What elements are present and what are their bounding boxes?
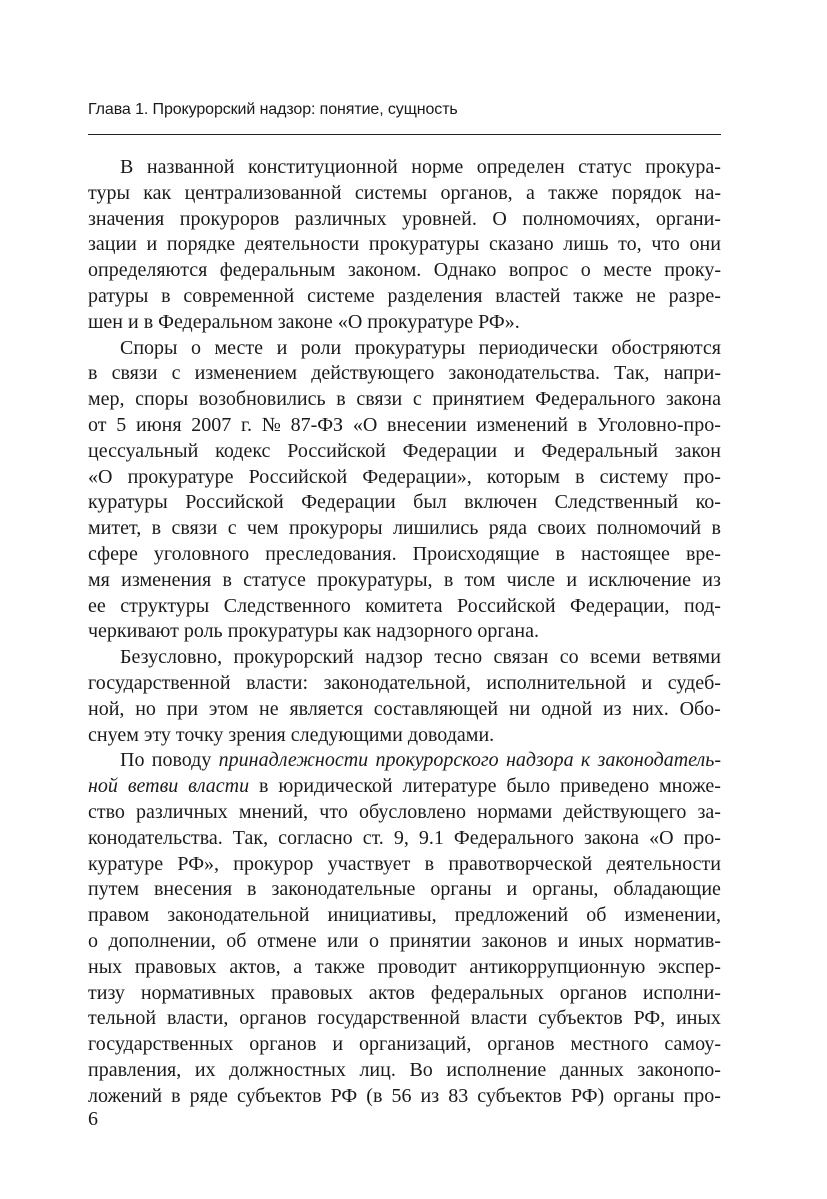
running-head: Глава 1. Прокурорский надзор: понятие, сущность [88,101,458,118]
text-line: значения прокуроров различных уровней. О полномочиях, органи- [88,207,721,230]
text-line: туры как централизованной системы органов, а также порядок на- [88,181,721,204]
text-line: сфере уголовного преследования. Происходящие в настоящее вре- [88,542,721,565]
text-line: в связи с изменением действующего законодательства. Так, напри- [88,362,721,385]
text-line: шен и в Федеральном законе «О прокуратуре РФ». [88,310,520,333]
paragraph [88,336,721,646]
body-text [88,155,721,1109]
text-line: ных правовых актов, а также проводит антикоррупционную экспер- [88,955,721,978]
text-line: В названной конституционной норме определен статус прокура- [120,156,721,178]
text-line: куратуре РФ», прокурор участвует в правотворческой деятельности [88,852,721,875]
text-line: мя изменения в статусе прокуратуры, в том числе и исключение из [88,568,721,591]
text-line: ратуры в современной системе разделения властей также не разре- [88,284,721,307]
text-line: тизу нормативных правовых актов федеральных органов исполни- [88,981,721,1004]
text-line: По поводу принадлежности прокурорского надзора к законодатель- [120,749,721,772]
text-line: о дополнении, об отмене или о принятии законов и иных норматив- [88,929,721,952]
text-line: снуем эту точку зрения следующими доводами. [88,723,495,746]
text-line: конодательства. Так, согласно ст. 9, 9.1 Федерального закона «О про- [88,826,721,849]
page-number: 6 [88,1108,98,1130]
paragraph [88,748,721,1109]
text-line: Споры о месте и роли прокуратуры периодически обостряются [120,336,721,359]
text-line: от 5 июня 2007 г. № 87-ФЗ «О внесении изменений в Уголовно-про- [88,413,721,436]
text-line: ложений в ряде субъектов РФ (в 56 из 83 субъектов РФ) органы про- [88,1084,721,1107]
text-line: определяются федеральным законом. Однако вопрос о месте проку- [88,259,721,282]
text-line: ной, но при этом не является составляющей ни одной из них. Обо- [88,697,721,720]
text-line: куратуры Российской Федерации был включен Следственный ко- [88,491,721,514]
text-line: путем внесения в законодательные органы и органы, обладающие [88,878,721,901]
text-line: ство различных мнений, что обусловлено нормами действующего за- [88,800,721,823]
text-line: Безусловно, прокурорский надзор тесно связан со всеми ветвями [120,646,721,669]
paragraph [88,155,721,336]
paragraph [88,645,721,748]
text-line: зации и порядке деятельности прокуратуры сказано лишь то, что они [88,233,721,256]
text-line: ной ветви власти в юридической литературе было приведено множе- [88,775,721,798]
text-line: ее структуры Следственного комитета Российской Федерации, под- [88,594,721,617]
text-line: государственной власти: законодательной, исполнительной и судеб- [88,671,721,694]
text-line: правом законодательной инициативы, предложений об изменении, [88,904,721,927]
text-line: государственных органов и организаций, органов местного самоу- [88,1033,721,1056]
header-rule [88,134,721,135]
text-line: митет, в связи с чем прокуроры лишились ряда своих полномочий в [88,517,721,540]
text-line: тельной власти, органов государственной власти субъектов РФ, иных [88,1007,721,1030]
text-line: мер, споры возобновились в связи с принятием Федерального закона [88,388,721,411]
text-line: правления, их должностных лиц. Во исполнение данных законопо- [88,1058,721,1081]
text-line: черкивают роль прокуратуры как надзорного органа. [88,620,539,643]
text-line: цессуальный кодекс Российской Федерации и Федеральный закон [88,439,721,462]
text-line: «О прокуратуре Российской Федерации», которым в систему про- [88,465,721,488]
